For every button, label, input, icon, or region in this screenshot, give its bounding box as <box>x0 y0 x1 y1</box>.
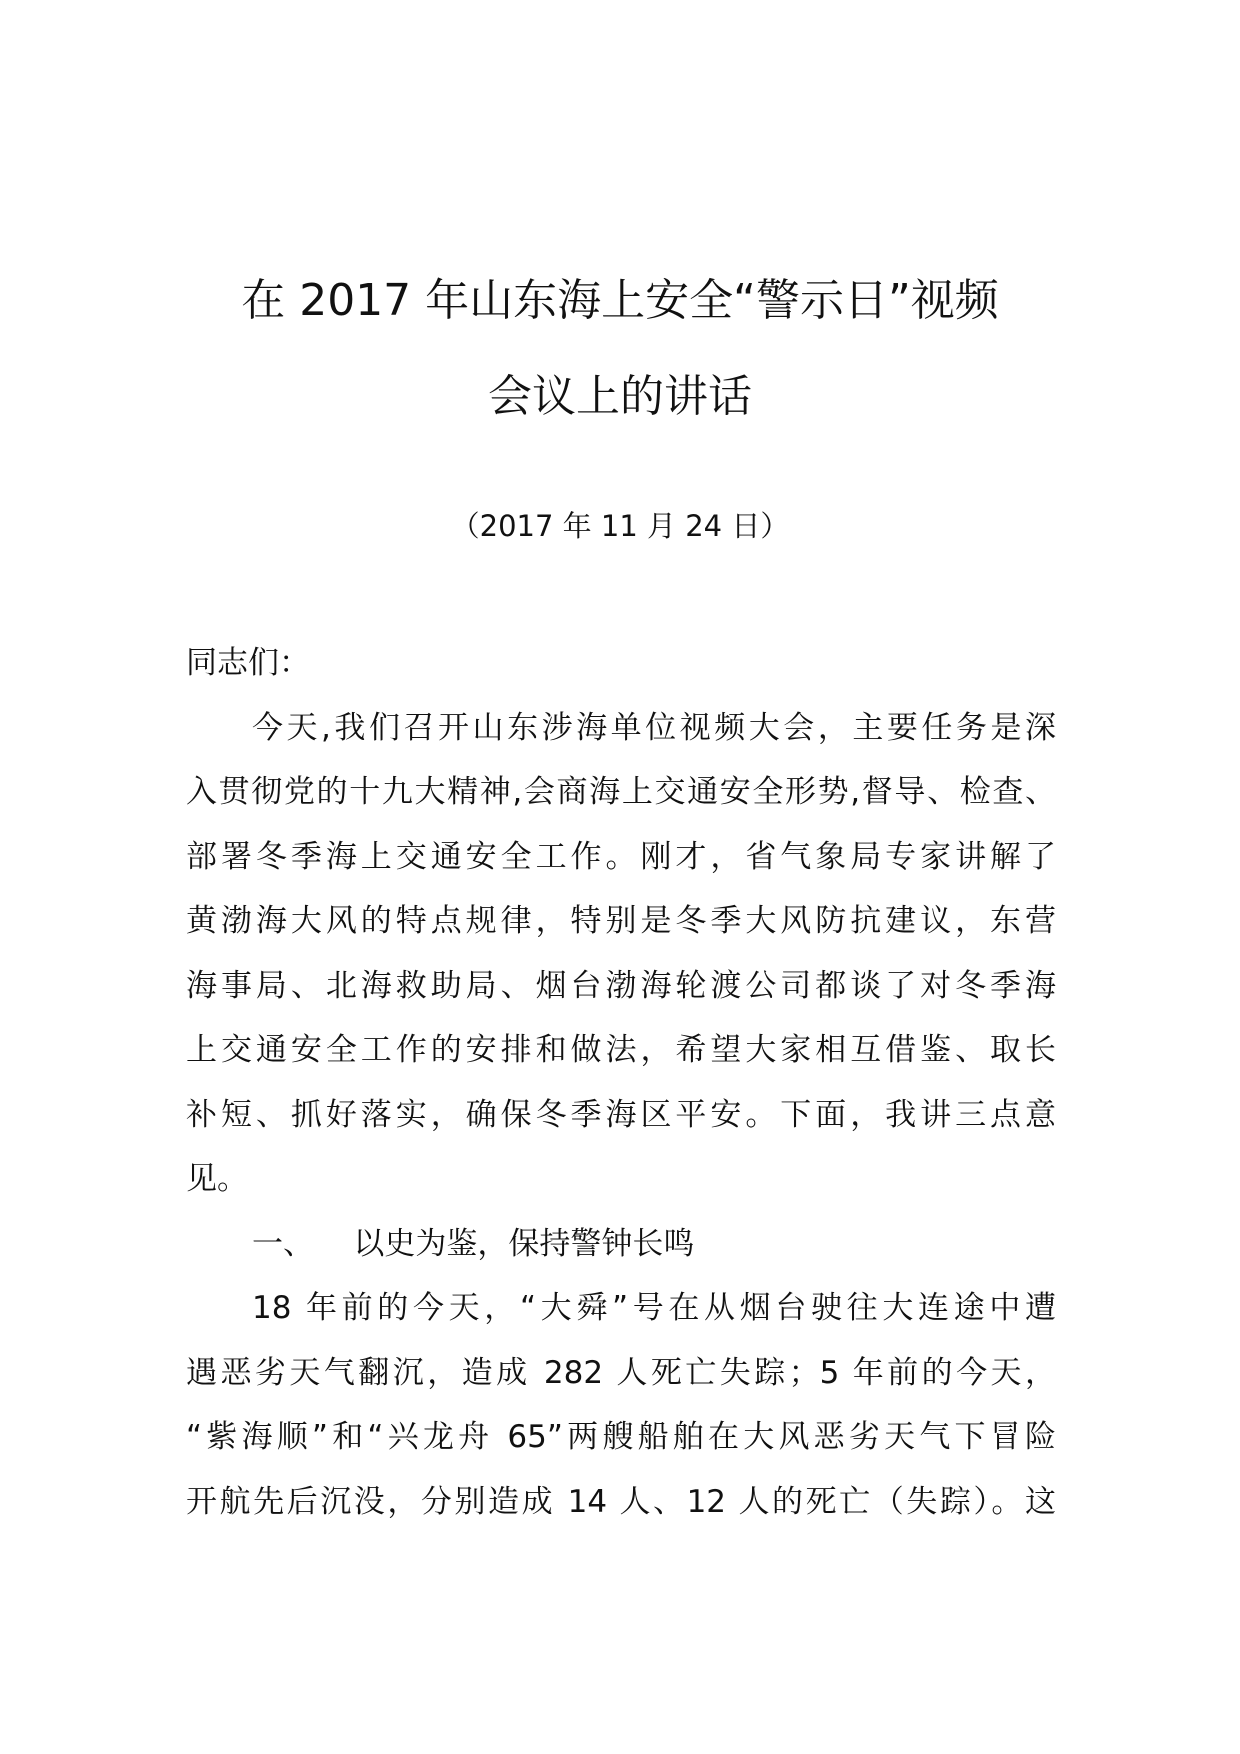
paragraph-2-line-4: 开航先后沉没，分别造成 14 人、12 人的死亡（失踪）。这 <box>186 1483 1056 1520</box>
title-line-1: 在 2017 年山东海上安全“警示日”视频 <box>241 275 999 326</box>
paragraph-1-line-7: 补短、抓好落实，确保冬季海区平安。下面，我讲三点意 <box>186 1096 1056 1133</box>
paragraph-1-line-4: 黄渤海大风的特点规律，特别是冬季大风防抗建议，东营 <box>186 903 1056 939</box>
paragraph-1-line-3: 部署冬季海上交通安全工作。刚才，省气象局专家讲解了 <box>186 838 1056 875</box>
title-line-2: 会议上的讲话 <box>488 371 752 422</box>
paragraph-1-line-5: 海事局、北海救助局、烟台渤海轮渡公司都谈了对冬季海 <box>186 967 1056 1004</box>
salutation: 同志们： <box>186 645 310 681</box>
paragraph-1-line-8: 见。 <box>186 1161 248 1197</box>
paragraph-2-line-2: 遇恶劣天气翻沉，造成 282 人死亡失踪；5 年前的今天， <box>186 1354 1056 1391</box>
paragraph-2-line-1: 18 年前的今天，“大舜”号在从烟台驶往大连途中遭 <box>252 1290 1056 1326</box>
section-1-heading: 一、 以史为鉴，保持警钟长鸣 <box>252 1225 695 1262</box>
paragraph-1-line-6: 上交通安全工作的安排和做法，希望大家相互借鉴、取长 <box>186 1032 1056 1068</box>
paragraph-1-line-1: 今天,我们召开山东涉海单位视频大会，主要任务是深 <box>252 709 1056 746</box>
speech-body <box>186 631 1056 1534</box>
paragraph-2-line-3: “紫海顺”和“兴龙舟 65”两艘船舶在大风恶劣天气下冒险 <box>186 1419 1056 1455</box>
paragraph-1-line-2: 入贯彻党的十九大精神,会商海上交通安全形势,督导、检查、 <box>186 774 1056 810</box>
speech-date: （2017 年 11 月 24 日） <box>450 509 790 543</box>
